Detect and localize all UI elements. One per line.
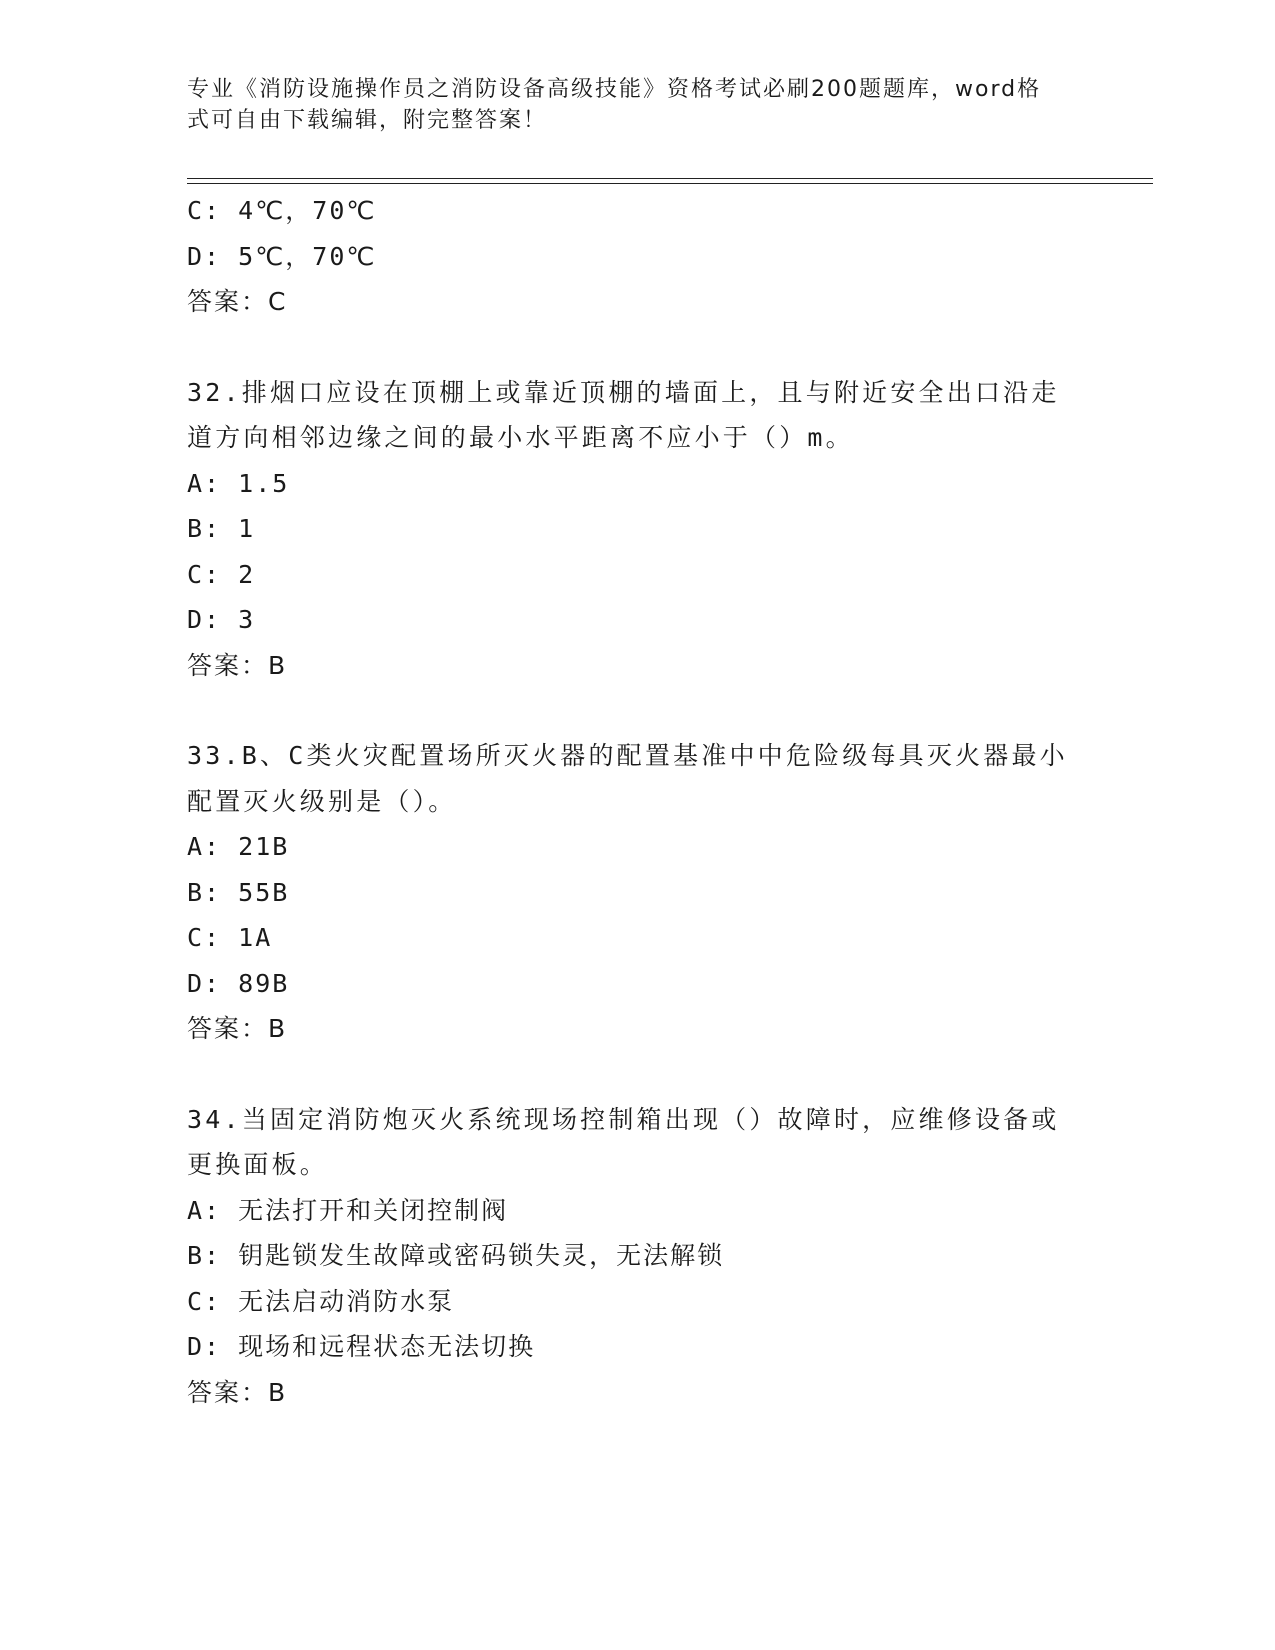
header-divider-top (187, 178, 1153, 179)
header-line-2: 式可自由下载编辑，附完整答案！ (187, 108, 548, 133)
option-c: C: 无法启动消防水泵 (187, 1286, 455, 1316)
header-divider-bottom (187, 183, 1153, 184)
option-d: D: 5℃，70℃ (187, 241, 377, 271)
spacer (187, 688, 1087, 733)
option-d: D: 3 (187, 605, 256, 634)
question-33 (187, 733, 1087, 1052)
question-stem-line-1: 32.排烟口应设在顶棚上或靠近顶棚的墙面上，且与附近安全出口沿走 (187, 377, 1060, 407)
answer-line: 答案：B (187, 650, 288, 680)
option-b: B: 钥匙锁发生故障或密码锁失灵，无法解锁 (187, 1241, 725, 1270)
option-b: B: 1 (187, 514, 256, 543)
option-b: B: 55B (187, 877, 290, 907)
answer-line: 答案：C (187, 287, 288, 316)
question-stem-line-2: 更换面板。 (187, 1150, 329, 1179)
previous-question-tail (187, 188, 1087, 325)
question-stem-line-2: 道方向相邻边缘之间的最小水平距离不应小于（）m。 (187, 423, 854, 452)
answer-line: 答案：B (187, 1014, 288, 1043)
option-c: C: 4℃，70℃ (187, 196, 377, 225)
document-header (187, 74, 1067, 136)
question-stem-line-1: 33.B、C类火灾配置场所灭火器的配置基准中中危险级每具灭火器最小 (187, 741, 1068, 770)
option-a: A: 无法打开和关闭控制阀 (187, 1195, 509, 1225)
option-a: A: 1.5 (187, 468, 290, 498)
spacer (187, 1052, 1087, 1097)
option-d: D: 89B (187, 968, 290, 998)
question-stem-line-2: 配置灭火级别是（）。 (187, 786, 457, 816)
option-c: C: 1A (187, 923, 273, 952)
option-d: D: 现场和远程状态无法切换 (187, 1332, 536, 1361)
header-line-1: 专业《消防设施操作员之消防设备高级技能》资格考试必刷200题题库，word格 (187, 77, 1042, 102)
question-stem-line-1: 34.当固定消防炮灭火系统现场控制箱出现（）故障时，应维修设备或 (187, 1104, 1060, 1134)
question-34 (187, 1097, 1087, 1416)
question-list (187, 188, 1087, 1415)
option-c: C: 2 (187, 559, 256, 589)
spacer (187, 325, 1087, 370)
answer-line: 答案：B (187, 1377, 288, 1407)
option-a: A: 21B (187, 832, 290, 861)
question-32 (187, 370, 1087, 689)
